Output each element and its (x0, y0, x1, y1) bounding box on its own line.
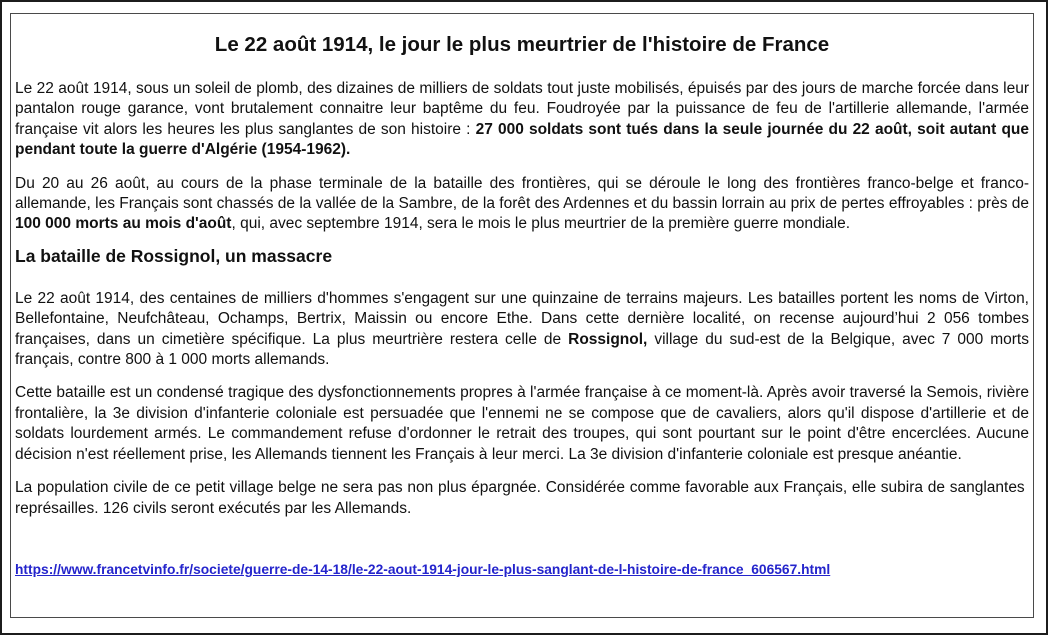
paragraph (15, 174, 1029, 235)
document-body (15, 79, 1029, 579)
bold-text: 27 000 soldats sont tués dans la seule journée du 22 août, soit autant que pendant toute la guerre d'Algérie (1954-1962). (15, 120, 1029, 159)
paragraph (15, 79, 1029, 161)
body-text: Le 22 août 1914, des centaines de milliers d'hommes s'engagent sur une quinzaine de terrains majeurs. Les batailles portent les noms de Virton, Bellefontaine, Neufchâteau, Ochamps, Bertrix, Maissin ou encore Ethe. Dans cette dernière localité, on recense aujourd’hui 2 056 tombes françaises, dans un cimetière spécifique. La plus meurtrière restera celle de (15, 289, 1029, 348)
body-text: village du sud-est de la Belgique, avec 7 000 morts français, contre 800 à 1 000 morts allemands. (15, 330, 1029, 369)
paragraph (15, 383, 1029, 465)
source-link-row (15, 561, 1029, 579)
body-text: Cette bataille est un condensé tragique des dysfonctionnements propres à l'armée française à ce moment-là. Après avoir traversé la Semois, rivière frontalière, la 3e division d'infanterie coloniale est persuadée que l'ennemi ne se compose que de cavaliers, alors qu'il dispose d'artillerie et de soldats lourdement armés. Le commandement refuse d'ordonner le retrait des troupes, qui sont pourtant sur le point d'être encerclées. Aucune décision n'est réellement prise, les Allemands tiennent les Français à leur merci. La 3e division d'infanterie coloniale est presque anéantie. (15, 384, 1029, 463)
paragraph (15, 478, 1029, 519)
body-text: , qui, avec septembre 1914, sera le mois le plus meurtrier de la première guerre mondiale. (231, 215, 851, 233)
paragraph (15, 289, 1029, 371)
bold-text: Rossignol, (568, 330, 648, 348)
document-title: Le 22 août 1914, le jour le plus meurtrier de l'histoire de France (214, 33, 830, 56)
body-text: Du 20 au 26 août, au cours de la phase terminale de la bataille des frontières, qui se déroule le long des frontières franco-belge et franco-allemande, les Français sont chassés de la vallée de la Sambre, de la forêt des Ardennes et du bassin lorrain au prix de pertes effroyables : près de (15, 174, 1029, 213)
bold-text: 100 000 morts au mois d'août (15, 215, 232, 233)
body-text: La population civile de ce petit village belge ne sera pas non plus épargnée. Considérée comme favorable aux Français, elle subira de sanglantes représailles. 126 civils seront exécutés par les Allemands. (15, 479, 1029, 517)
source-link[interactable]: https://www.francetvinfo.fr/societe/guerre-de-14-18/le-22-aout-1914-jour-le-plus-sanglant-de-l-histoire-de-france_606567.html (15, 561, 831, 577)
document-frame (10, 13, 1034, 618)
section-heading: La bataille de Rossignol, un massacre (15, 245, 333, 266)
body-text: Le 22 août 1914, sous un soleil de plomb, des dizaines de milliers de soldats tout juste mobilisés, épuisés par des jours de marche forcée dans leur pantalon rouge garance, vont brutalement connaitre leur baptême du feu. Foudroyée par la puissance de feu de l'artillerie allemande, l'armée française vit alors les heures les plus sanglantes de son histoire : (15, 80, 1029, 138)
